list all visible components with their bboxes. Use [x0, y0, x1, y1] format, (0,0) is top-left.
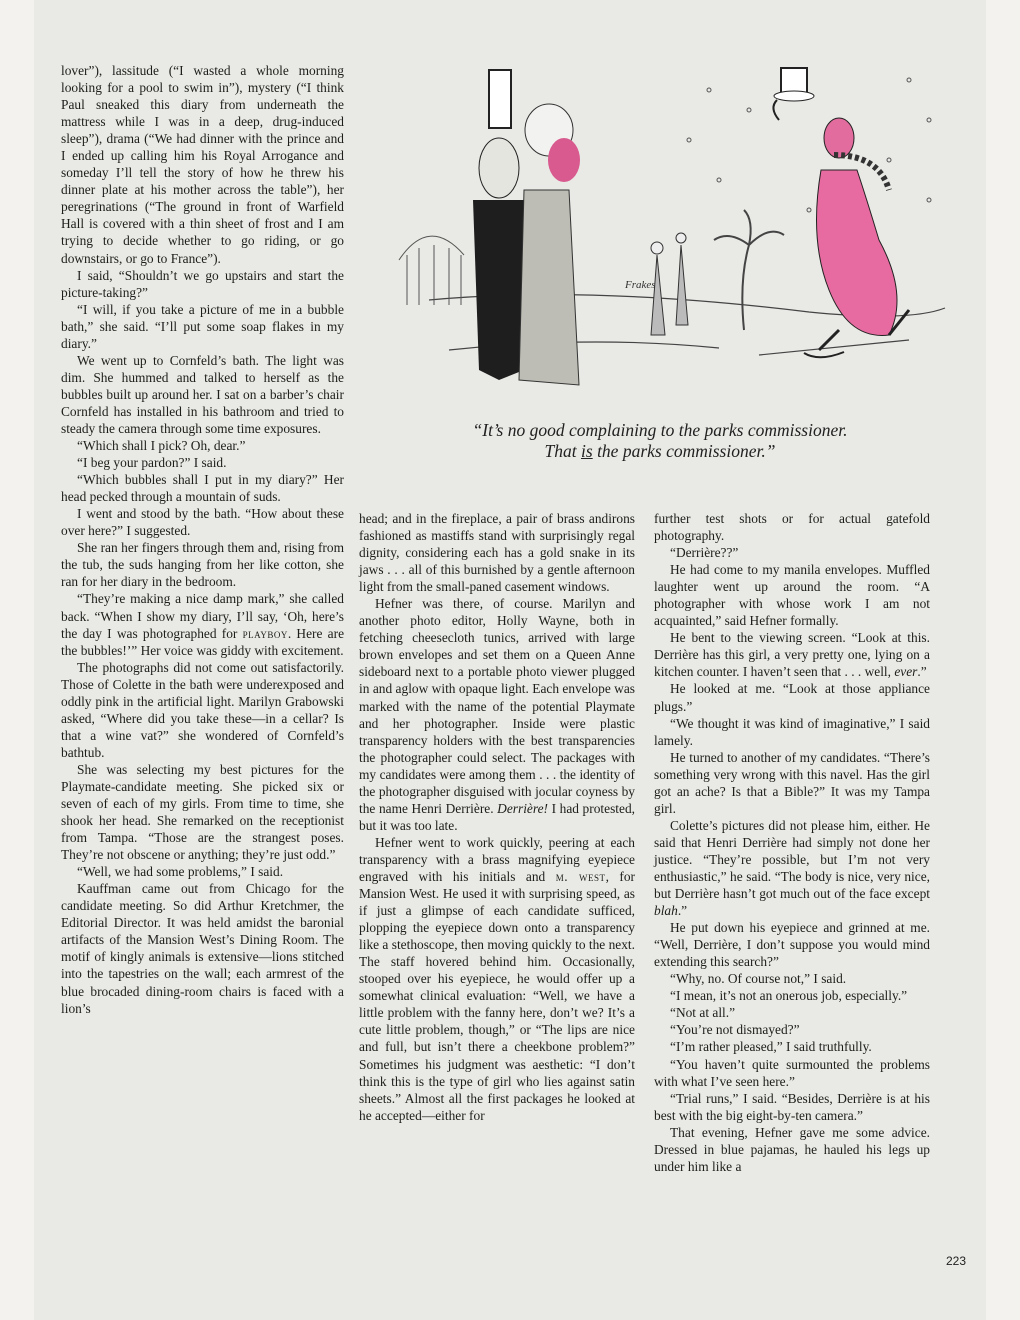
paragraph: “I’m rather pleased,” I said truthfully.: [670, 1039, 872, 1055]
paragraph: I went and stood by the bath. “How about these over here?” I suggested.: [61, 506, 344, 539]
cartoon-caption: [384, 420, 936, 462]
magazine-page: [34, 0, 986, 1320]
caption-line-2: [384, 441, 936, 462]
paragraph: “Not at all.”: [670, 1005, 736, 1021]
paragraph: “I will, if you take a picture of me in a bubble bath,” she said. “I’ll put some soap flakes in my diary.”: [61, 301, 344, 351]
paragraph: “You’re not dismayed?”: [670, 1022, 800, 1038]
paragraph: “Which shall I pick? Oh, dear.”: [77, 438, 246, 454]
paragraph: “You haven’t quite surmounted the problems with what I’ve seen here.”: [654, 1056, 930, 1089]
paragraph: He had come to my manila envelopes. Muffled laughter went up around the room. “A photographer with whose work I am not acquainted,” said Hefner formally.: [654, 562, 930, 629]
underlined-run: is: [581, 441, 593, 461]
text-run: Hefner was there, of course. Marilyn and another photo editor, Holly Wayne, both in fetching cheesecloth tunics, arrived with large brown envelopes and set them on a Queen Anne sideboard next to a portable photo viewer plugged in and aglow with opaque light. Each envelope was marked with the name of the potential Playmate and her photographer. Inside were plastic transparency holders with the best transparencies the photographer could select. The packages with my candidates were among them . . . the identity of the photographer disguised with jocular coyness by the name Henri Derrière.: [359, 596, 635, 816]
paragraph: [654, 629, 930, 680]
paragraph: I said, “Shouldn’t we go upstairs and start the picture-taking?”: [61, 267, 344, 300]
gazebo: [399, 236, 464, 305]
paragraph: He turned to another of my candidates. “There’s something very wrong with this navel. Has the girl got an ache? Is that a Bible?” It was my Tampa girl.: [654, 749, 930, 816]
italic-run: ever: [894, 664, 918, 680]
text-run: . Here are the bubbles!’” Her voice was giddy with excitement.: [61, 625, 345, 658]
text-run: , for Mansion West. He used it with surprising speed, as if just a glimpse of each candidate sufficed, plopping the eyepiece down onto a transparency like a stethoscope, then moving quickly to the next. The staff hovered behind him. Occasionally, stooped over his eyepiece, he would offer up a somewhat clinical evaluation: “Well, we have a little problem with the fanny here, don’t we? It’s a cute little problem, though,” or “The lips are nice and full, but isn’t there a cheekbone problem?” Sometimes his judgment was aesthetic: “I don’t think this is the type of girl who lies against satin sheets.” Almost all the first packages he looked at he accepted—either for: [359, 868, 636, 1123]
page-number: 223: [946, 1254, 967, 1268]
paragraph: [359, 595, 635, 834]
paragraph: That evening, Hefner gave me some advice. Dressed in blue pajamas, he hauled his legs up under him like a: [654, 1124, 930, 1174]
paragraph: “Derrière??”: [670, 545, 739, 561]
small-caps-run: playboy: [242, 625, 288, 641]
text-column-1: [61, 62, 344, 1272]
paragraph: He looked at me. “Look at those appliance plugs.”: [654, 681, 930, 714]
palm-tree: [714, 210, 784, 330]
italic-run: blah: [654, 903, 678, 919]
paragraph: “I mean, it’s not an onerous job, especially.”: [670, 988, 908, 1004]
text-run: That: [544, 441, 581, 461]
paragraph: [61, 590, 344, 658]
skating-man: [773, 68, 909, 357]
caption-line-1: “It’s no good complaining to the parks commissioner.: [472, 420, 848, 440]
artist-signature: Frakes: [625, 279, 656, 291]
paragraph: “Trial runs,” I said. “Besides, Derrière is at his best with the big eight-by-ten camera.”: [654, 1090, 930, 1123]
paragraph: She was selecting my best pictures for the Playmate-candidate meeting. She picked six or seven of each of my girls. From time to time, she shook her head. She remarked on the receptionist from Tampa. “Those are the strangest poses. They’re not obscene or anything; they’re just odd.”: [61, 761, 344, 863]
text-run: Hefner went to work quickly, peering at each transparency with a brass magnifying eyepiece engraved with his initials and: [359, 834, 635, 884]
paragraph: We went up to Cornfeld’s bath. The light was dim. She hummed and talked to herself as the bubbles built up around her. I sat on a barber’s chair Cornfeld has installed in his bathroom and tried to steady the camera through some time exposures.: [61, 352, 344, 436]
small-caps-run: m. west: [555, 868, 606, 884]
paragraph: [359, 834, 635, 1124]
paragraph: “I beg your pardon?” I said.: [77, 455, 227, 471]
italic-run: Derrière!: [497, 800, 548, 816]
paragraph: [654, 817, 930, 919]
paragraph: He put down his eyepiece and grinned at me. “Well, Derrière, I don’t suppose you would mind extending this search?”: [654, 920, 930, 970]
text-run: Colette’s pictures did not please him, either. He said that Henri Derrière had simply not done her justice. “They’re possible, but I’m not very enthusiastic,” he said. “The body is nice, very nice, but Derrière hasn’t got much out of the face except: [654, 817, 930, 902]
text-run: “They’re making a nice damp mark,” she called back. “When I show my diary, I’ll say, ‘Oh, here’s the day I was photographed for: [61, 591, 344, 641]
text-run: the parks commissioner.”: [592, 441, 776, 461]
text-run: .”: [917, 664, 927, 680]
text-column-2: [359, 510, 635, 1272]
paragraph: “We thought it was kind of imaginative,” I said lamely.: [654, 715, 930, 748]
text-run: He bent to the viewing screen. “Look at this. Derrière has this girl, a very pretty one, lying on a kitchen counter. I haven’t seen that . . . well,: [654, 630, 930, 680]
text-column-3: [654, 510, 930, 1272]
paragraph: further test shots or for actual gatefold photography.: [654, 511, 930, 544]
paragraph: “Well, we had some problems,” I said.: [77, 864, 284, 880]
paragraph: Kauffman came out from Chicago for the candidate meeting. So did Arthur Kretchmer, the Editorial Director. It was held amidst the baronial artifacts of the Mansion West’s Dining Room. The motif of kingly animals is extensive—lions stitched into the tapestries on the wall; each armrest of the blue brocaded dining-room chairs is faced with a lion’s: [61, 881, 344, 1016]
paragraph: She ran her fingers through them and, rising from the tub, the suds hanging from her like cotton, she ran for her diary in the bedroom.: [61, 540, 344, 590]
text-run: .”: [677, 903, 688, 919]
background-figures: [651, 233, 688, 335]
paragraph: The photographs did not come out satisfactorily. Those of Colette in the bath were underexposed and oddly pink in the artificial light. Marilyn Grabowski asked, “Where did you take these—in a cellar? Is that a wine vat?” she wondered of Cornfeld’s bathtub.: [61, 659, 344, 760]
paragraph: “Which bubbles shall I put in my diary?” Her head pecked through a mountain of suds.: [61, 472, 344, 505]
paragraph: “Why, no. Of course not,” I said.: [670, 971, 847, 987]
paragraph: lover”), lassitude (“I wasted a whole morning looking for a pool to swim in”), mystery (“I think Paul sneaked this diary from underneath the mattress while I was in a deep, drug-induced sleep”), drama (“We had dinner with the prince and I ended up calling him his Royal Arrogance and someday I’ll tell the story of how he threw his dinner plate at his mother across the table”), her peregrinations (“The ground in front of Warfield Hall is covered with a thin sheet of frost and I am trying to decide whether to go riding, or go downstairs, or go to France”).: [61, 63, 344, 266]
text-run: I had protested, but it was too late.: [359, 800, 635, 833]
couple-figures: [473, 70, 580, 385]
cartoon-illustration: [389, 50, 949, 395]
paragraph: head; and in the fireplace, a pair of brass andirons fashioned as mastiffs stand with surprisingly regal dignity, considering each has a gold snake in its jaws . . . all of this burnished by a gentle afternoon light from the small-paned casement windows.: [359, 511, 635, 595]
